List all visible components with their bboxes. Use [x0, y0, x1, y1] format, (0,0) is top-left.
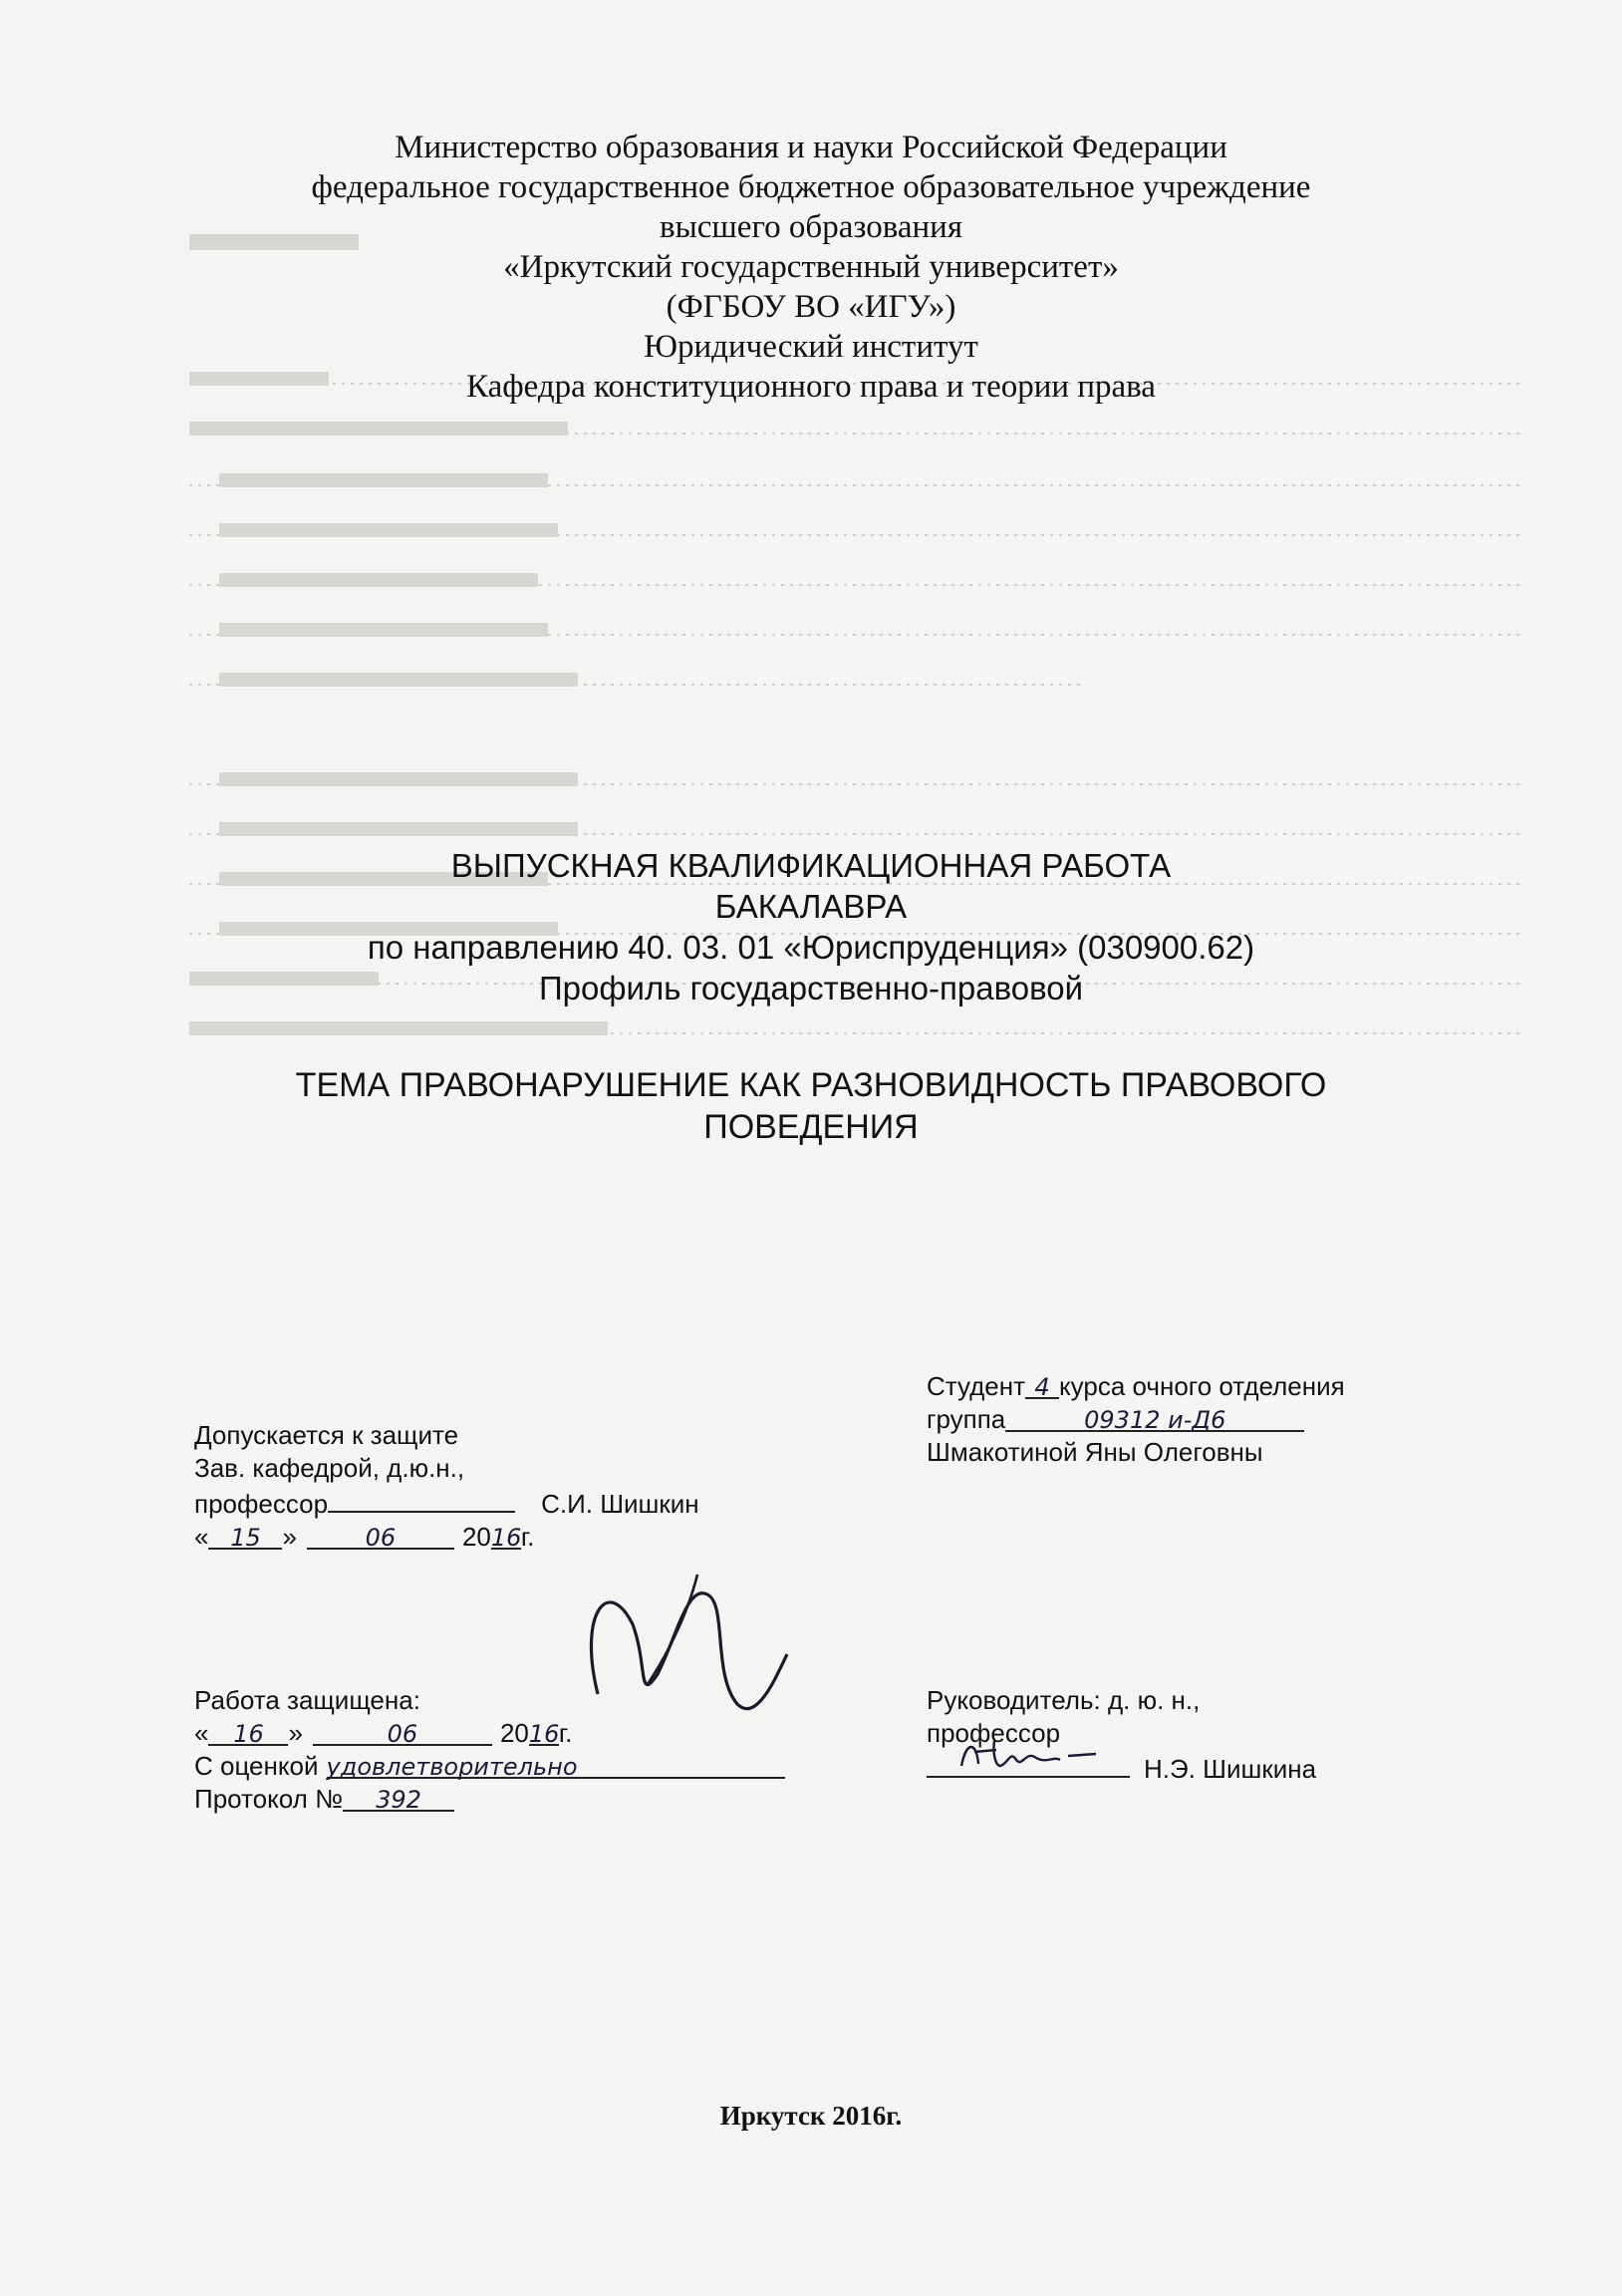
- supervisor-signature-line: [927, 1750, 1316, 1786]
- ministry-line: Министерство образования и науки Российской Федерации: [395, 130, 1227, 165]
- department-name: Кафедра конституционного права и теории права: [466, 369, 1156, 405]
- head-signature-line: профессор С.И. Шишкин: [194, 1485, 699, 1521]
- university-name: «Иркутский государственный университет»: [503, 249, 1119, 285]
- work-type-block: [0, 845, 1622, 1008]
- defense-month: 06: [313, 1718, 492, 1746]
- student-block: [927, 1370, 1345, 1469]
- degree-title: БАКАЛАВРА: [714, 888, 908, 925]
- student-group-line: группа 09312 и-Д6: [927, 1403, 1345, 1436]
- admission-date-line: « 15 » 06 2016г.: [194, 1522, 535, 1552]
- head-signature-field: [328, 1485, 515, 1513]
- supervisor-position: профессор: [927, 1718, 1061, 1748]
- group-field: 09312 и-Д6: [1005, 1404, 1304, 1432]
- study-profile: Профиль государственно-правовой: [538, 970, 1084, 1006]
- university-abbreviation: (ФГБОУ ВО «ИГУ»): [666, 289, 956, 325]
- supervisor-block: [927, 1684, 1316, 1786]
- institution-header: [0, 128, 1622, 407]
- supervisor-signature-field: [927, 1750, 1130, 1778]
- defense-year: 16: [528, 1720, 560, 1748]
- defense-title: Работа защищена:: [194, 1685, 420, 1715]
- defense-block: [194, 1684, 785, 1816]
- supervisor-name: Н.Э. Шишкина: [1144, 1754, 1317, 1784]
- topic-line-1: ТЕМА ПРАВОНАРУШЕНИЕ КАК РАЗНОВИДНОСТЬ ПРАВОВОГО: [295, 1066, 1327, 1104]
- grade-line: С оценкой удовлетворительно: [194, 1750, 785, 1783]
- defense-date-line: « 16 » 06 2016г.: [194, 1718, 573, 1748]
- admission-year: 16: [490, 1524, 522, 1552]
- thesis-topic: [0, 1064, 1622, 1148]
- admission-month: 06: [307, 1522, 454, 1550]
- study-direction: по направлению 40. 03. 01 «Юриспруденция» (030900.62): [367, 929, 1255, 966]
- protocol-line: Протокол № 392: [194, 1783, 785, 1816]
- institute-name: Юридический институт: [644, 329, 978, 365]
- defense-day: 16: [208, 1718, 288, 1746]
- supervisor-degree: Руководитель: д. ю. н.,: [927, 1685, 1201, 1715]
- student-course-line: Студент 4 курса очного отделения: [927, 1371, 1345, 1401]
- admission-title: Допускается к защите: [194, 1420, 459, 1450]
- grade-field: удовлетворительно: [327, 1751, 785, 1779]
- supervisor-signature: [956, 1736, 1106, 1776]
- protocol-field: 392: [343, 1784, 454, 1812]
- course-field: 4: [1025, 1371, 1059, 1399]
- institution-type-line: федеральное государственное бюджетное образовательное учреждение: [311, 169, 1311, 205]
- admission-day: 15: [208, 1522, 282, 1550]
- head-position: Зав. кафедрой, д.ю.н.,: [194, 1453, 465, 1483]
- work-type-title: ВЫПУСКНАЯ КВАЛИФИКАЦИОННАЯ РАБОТА: [450, 847, 1172, 884]
- topic-line-2: ПОВЕДЕНИЯ: [703, 1108, 919, 1146]
- student-name: Шмакотиной Яны Олеговны: [927, 1437, 1263, 1467]
- admission-block: [194, 1419, 699, 1554]
- education-level-line: высшего образования: [660, 209, 962, 245]
- head-name: С.И. Шишкин: [541, 1489, 699, 1519]
- city-year: Иркутск 2016г.: [719, 2101, 903, 2131]
